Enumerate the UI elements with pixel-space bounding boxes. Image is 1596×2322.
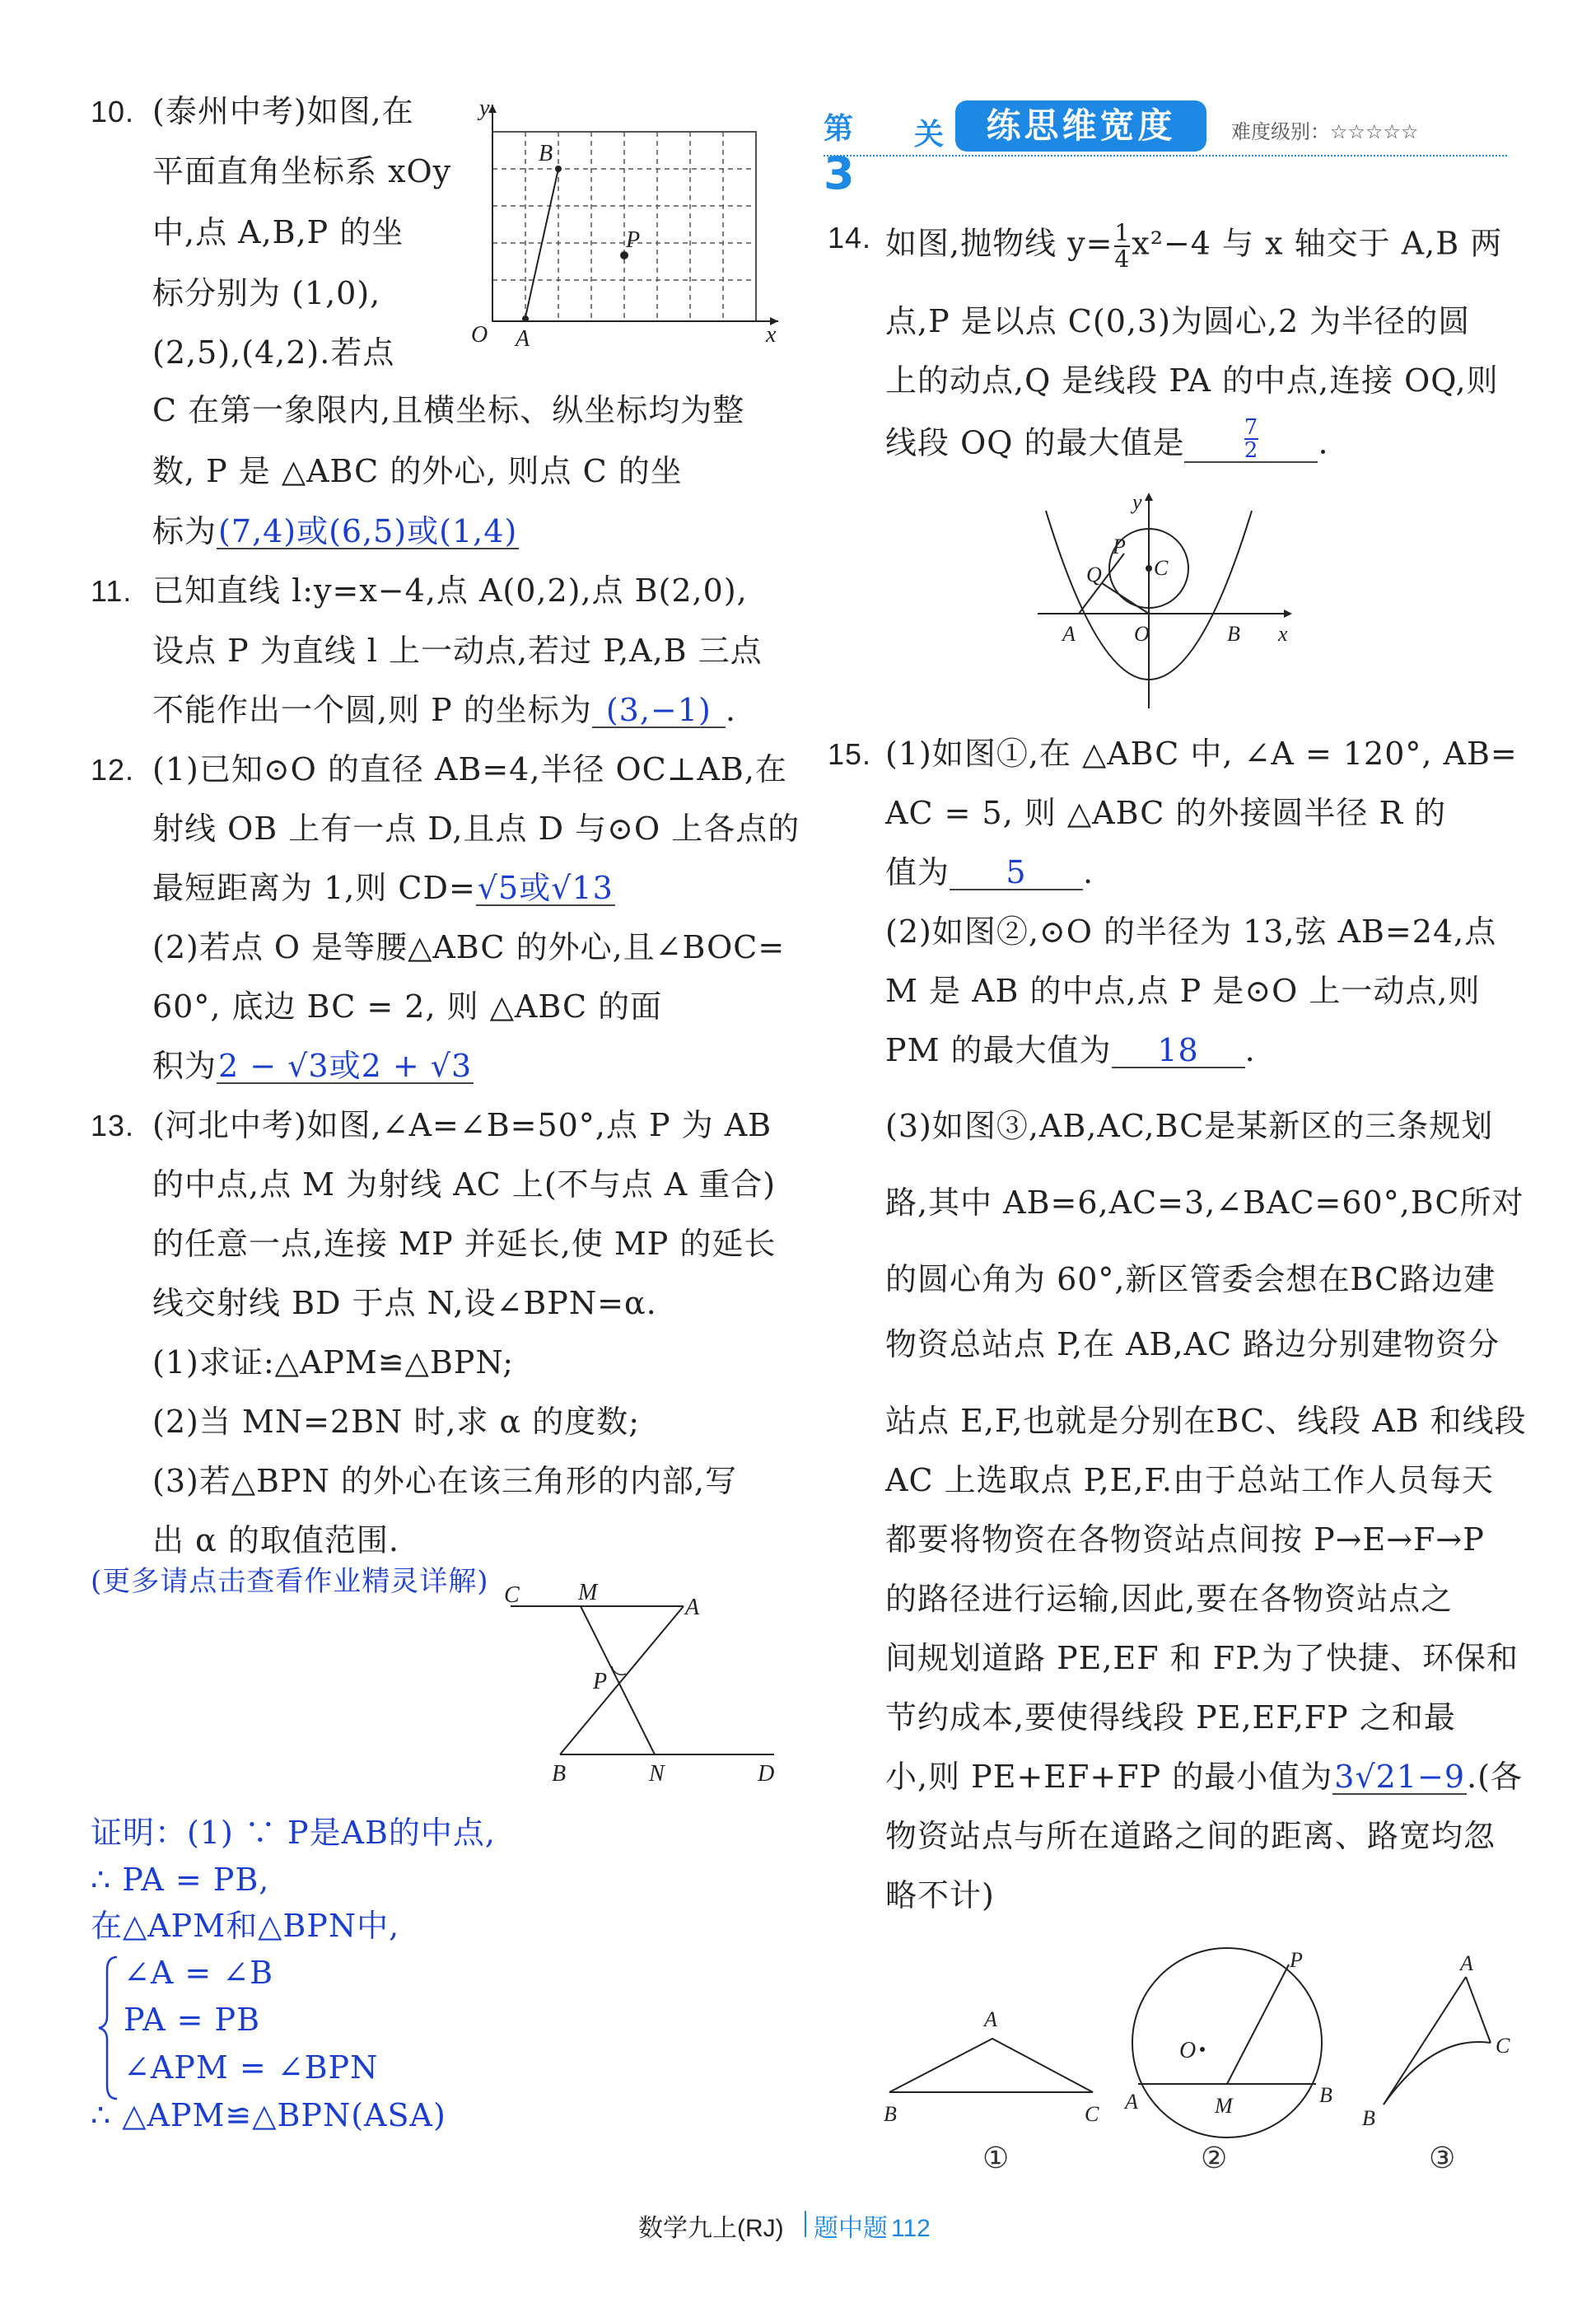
proof-line: 在△APM和△BPN中, (91, 1908, 400, 1944)
proof-line: ∴ PA = PB, (91, 1862, 270, 1898)
q15-line: 节约成本,要使得线段 PE,EF,FP 之和最 (885, 1699, 1456, 1736)
q12-number: 12. (91, 753, 135, 787)
svg-text:B: B (884, 2102, 897, 2126)
q15-line: 路,其中 AB=6,AC=3,∠BAC=60°,BC所对 (885, 1184, 1524, 1221)
q11-answer-line: 不能作出一个圆,则 P 的坐标为 (3,−1) . (152, 692, 736, 728)
svg-text:A: A (1460, 1952, 1473, 1975)
q15-line: 的路径进行运输,因此,要在各物资站点之 (885, 1581, 1454, 1617)
q10-answer-line: 标为(7,4)或(6,5)或(1,4) (152, 513, 518, 549)
level-tag-suffix: 关 (914, 118, 945, 152)
fig-label-2: ② (1201, 2142, 1228, 2175)
q12-answer1-line: 最短距离为 1,则 CD=√5或√13 (152, 870, 614, 906)
svg-text:x: x (1278, 622, 1288, 646)
q10-number: 10. (91, 95, 135, 128)
proof-line: ∠APM = ∠BPN (124, 2049, 379, 2086)
q12-answer2-line: 积为2 − √3或2 + √3 (152, 1048, 473, 1084)
svg-text:A: A (1125, 2090, 1138, 2114)
footer-subject: 数学九上(RJ) (638, 2215, 784, 2242)
svg-text:A: A (685, 1595, 700, 1620)
svg-text:C: C (504, 1582, 520, 1608)
q15-line: AC 上选取点 P,E,F.由于总站工作人员每天 (885, 1462, 1494, 1498)
fig-label-1: ① (982, 2142, 1010, 2175)
svg-text:A: A (1062, 622, 1076, 646)
svg-text:P: P (1290, 1948, 1303, 1972)
q15-answer3-line: 小,则 PE+EF+FP 的最小值为3√21−9.(各 (885, 1759, 1523, 1795)
q14-answer-numerator: 7 (1244, 415, 1259, 440)
q14-figure (1034, 486, 1305, 717)
q13-line: 出 α 的取值范围. (152, 1522, 399, 1558)
q15-figure-2 (1120, 1944, 1359, 2142)
q12-answer2: 2 − √3或2 + √3 (218, 1048, 473, 1084)
footer-section: 题中题 112 (814, 2215, 931, 2242)
q15-line: 的圆心角为 60°,新区管委会想在BC路边建 (885, 1261, 1496, 1297)
q10-grid-figure (461, 95, 791, 358)
svg-text:P: P (593, 1669, 608, 1694)
svg-text:C: C (1085, 2102, 1099, 2126)
q15-line: 都要将物资在各物资站点间按 P→E→F→P (885, 1521, 1485, 1558)
svg-text:B: B (1319, 2083, 1332, 2107)
svg-text:y: y (1132, 490, 1142, 514)
proof-line: ∠A = ∠B (124, 1955, 274, 1991)
q15-figure-1 (877, 1989, 1116, 2129)
q15-line: 略不计) (885, 1877, 995, 1913)
q15-line: 站点 E,F,也就是分别在BC、线段 AB 和线段 (885, 1403, 1527, 1439)
q13-number: 13. (91, 1109, 135, 1142)
svg-text:y: y (479, 96, 490, 121)
section-title-box (955, 100, 1206, 152)
q13-line: (3)若△BPN 的外心在该三角形的内部,写 (152, 1463, 737, 1499)
q14-line: 点,P 是以点 C(0,3)为圆心,2 为半径的圆 (885, 303, 1471, 339)
q15-line: AC = 5, 则 △ABC 的外接圆半径 R 的 (885, 795, 1447, 831)
q13-line: 的任意一点,连接 MP 并延长,使 MP 的延长 (152, 1226, 777, 1262)
svg-text:x: x (766, 322, 777, 348)
q15-number: 15. (828, 737, 872, 771)
q14-line1: 如图,抛物线 y= $\frac{1}{4}$ x²−4 与 x 轴交于 A,B 两 (885, 219, 1503, 273)
proof-line: 证明：(1) ∵ P是AB的中点, (91, 1815, 497, 1851)
q11-line: 设点 P 为直线 l 上一动点,若过 P,A,B 三点 (152, 633, 763, 669)
svg-text:O: O (1134, 622, 1150, 646)
q14-answer-denominator: 2 (1244, 438, 1259, 463)
q14-number: 14. (828, 221, 872, 255)
q11-answer: (3,−1) (592, 694, 726, 728)
footer-divider (805, 2211, 806, 2237)
q15-line: 间规划道路 PE,EF 和 FP.为了快捷、环保和 (885, 1640, 1519, 1676)
q15-answer2-line: PM 的最大值为 18 . (885, 1032, 1256, 1068)
q15-line: M 是 AB 的中点,点 P 是⊙O 上一动点,则 (885, 973, 1481, 1009)
q10-line: (2,5),(4,2).若点 (152, 334, 395, 371)
q10-line: (泰州中考)如图,在 (152, 93, 414, 129)
header-divider (824, 155, 1507, 157)
svg-text:M: M (1215, 2094, 1233, 2118)
q10-line: 中,点 A,B,P 的坐 (152, 214, 404, 250)
svg-text:B: B (539, 141, 553, 166)
q12-line: 射线 OB 上有一点 D,且点 D 与⊙O 上各点的 (152, 811, 800, 847)
q15-line: 物资站点与所在道路之间的距离、路宽均忽 (885, 1818, 1496, 1854)
q13-line: 线交射线 BD 于点 N,设∠BPN=α. (152, 1285, 657, 1321)
svg-text:N: N (649, 1761, 665, 1787)
q13-line: (河北中考)如图,∠A=∠B=50°,点 P 为 AB (152, 1107, 772, 1143)
q13-line: (2)当 MN=2BN 时,求 α 的度数; (152, 1404, 641, 1440)
q15-answer2: 18 (1112, 1034, 1245, 1068)
svg-text:O: O (471, 322, 488, 348)
q13-figure (494, 1565, 791, 1796)
q13-line: 的中点,点 M 为射线 AC 上(不与点 A 重合) (152, 1166, 777, 1203)
q11-number: 11. (91, 574, 133, 608)
level-tag: 第3 (824, 112, 855, 199)
q14-answer-line: 线段 OQ 的最大值是 $\frac{7}{2}$ . (885, 415, 1329, 463)
q15-line: (2)如图②,⊙O 的半径为 13,弦 AB=24,点 (885, 913, 1497, 950)
q11-line: 已知直线 l:y=x−4,点 A(0,2),点 B(2,0), (152, 572, 748, 609)
svg-text:A: A (516, 326, 530, 352)
proof-line: PA = PB (124, 2002, 261, 2038)
q10-line: 数, P 是 △ABC 的外心, 则点 C 的坐 (152, 453, 683, 489)
q12-line: (1)已知⊙O 的直径 AB=4,半径 OC⊥AB,在 (152, 751, 787, 787)
svg-text:A: A (984, 2007, 997, 2031)
svg-text:B: B (552, 1761, 567, 1787)
more-details-link[interactable]: (更多请点击查看作业精灵详解) (91, 1565, 489, 1598)
q15-answer1-line: 值为 5 . (885, 854, 1094, 890)
fig-label-3: ③ (1429, 2142, 1456, 2175)
svg-text:C: C (1496, 2034, 1510, 2058)
q15-answer1: 5 (950, 856, 1083, 890)
q14-line: 上的动点,Q 是线段 PA 的中点,连接 OQ,则 (885, 362, 1499, 399)
q15-figure-3 (1342, 1952, 1532, 2133)
q12-line: (2)若点 O 是等腰△ABC 的外心,且∠BOC= (152, 929, 786, 965)
q15-line: (3)如图③,AB,AC,BC是某新区的三条规划 (885, 1108, 1494, 1144)
q10-line: 平面直角坐标系 xOy (152, 153, 452, 189)
q15-answer3: 3√21−9 (1334, 1759, 1466, 1795)
svg-text:C: C (1154, 556, 1169, 580)
svg-text:P: P (1113, 535, 1126, 558)
q10-line: C 在第一象限内,且横坐标、纵坐标均为整 (152, 392, 745, 428)
q13-line: (1)求证:△APM≌△BPN; (152, 1344, 515, 1381)
svg-text:Q: Q (1086, 563, 1102, 586)
svg-text:D: D (758, 1761, 775, 1787)
q12-answer1: √5或√13 (477, 870, 614, 906)
svg-text:M: M (578, 1580, 598, 1605)
q12-line: 60°, 底边 BC = 2, 则 △ABC 的面 (152, 988, 663, 1025)
svg-text:O: O (1179, 2038, 1197, 2063)
q10-answer: (7,4)或(6,5)或(1,4) (218, 513, 518, 549)
svg-text:B: B (1227, 622, 1240, 646)
svg-text:B: B (1362, 2106, 1375, 2130)
svg-text:P: P (626, 227, 641, 253)
q10-line: 标分别为 (1,0), (152, 275, 381, 311)
proof-line: ∴ △APM≌△BPN(ASA) (91, 2097, 446, 2133)
q15-line: (1)如图①,在 △ABC 中, ∠A = 120°, AB= (885, 736, 1518, 772)
q15-line: 物资总站点 P,在 AB,AC 路边分别建物资分 (885, 1326, 1500, 1362)
proof-brace (97, 1954, 122, 2102)
difficulty-label: 难度级别：☆☆☆☆☆ (1231, 120, 1419, 143)
section-title: 练思维宽度 (986, 105, 1176, 146)
